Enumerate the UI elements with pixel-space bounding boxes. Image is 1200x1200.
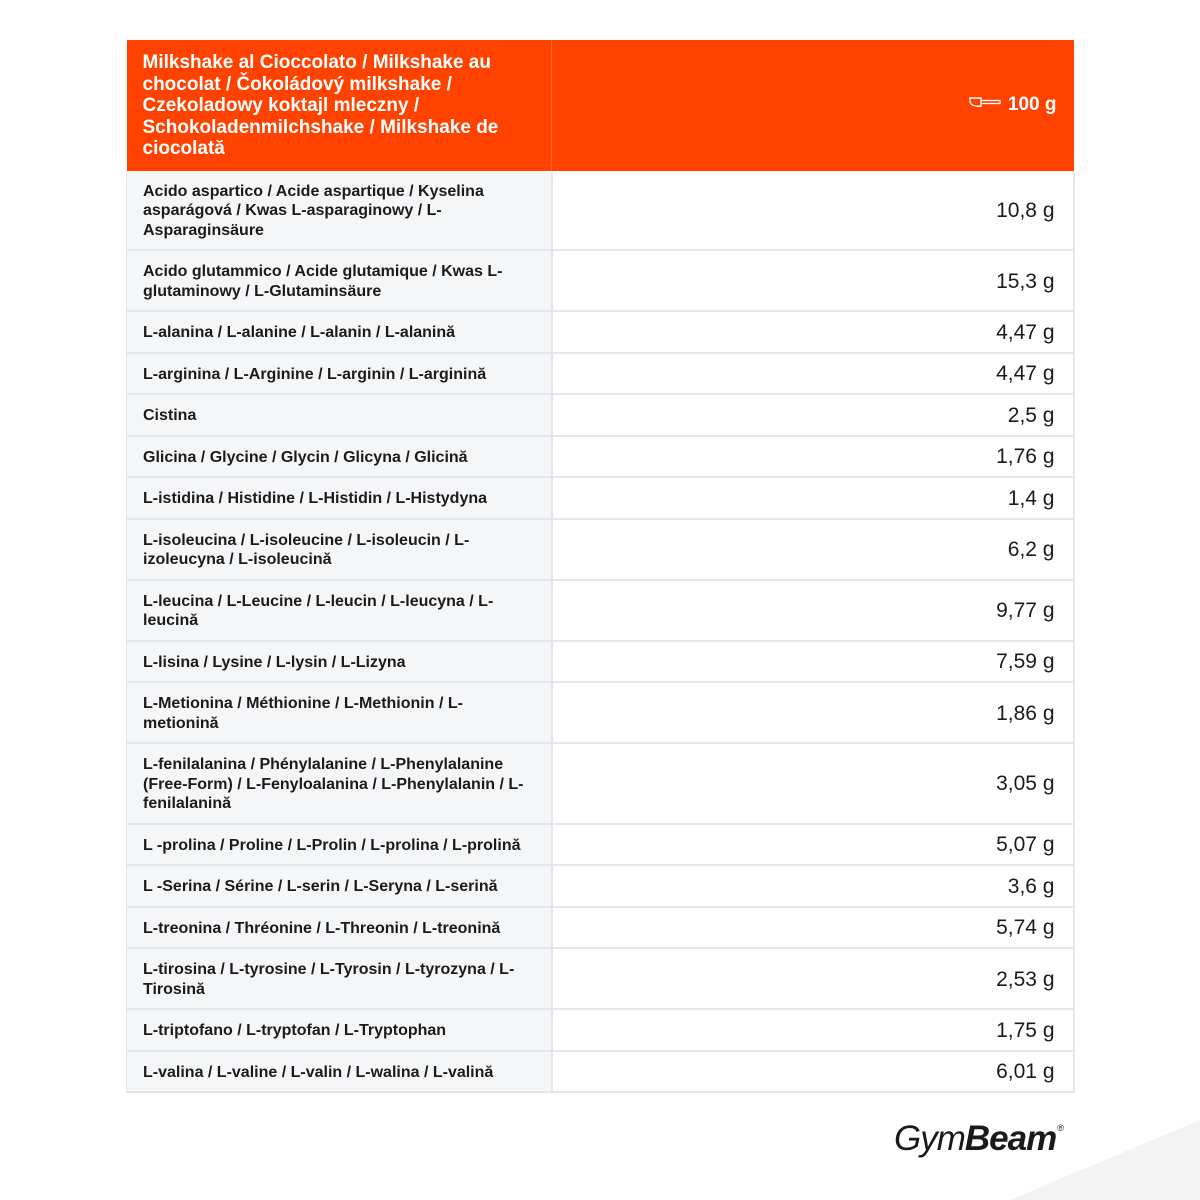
table-row [127, 948, 1074, 1009]
amino-acid-amount: 2,5 g [552, 394, 1074, 436]
amino-acid-name: L-Metionina / Méthionine / L-Methionin / L-metionină [127, 682, 552, 743]
amino-acid-amount: 9,77 g [552, 580, 1074, 641]
amino-acid-amount: 4,47 g [552, 311, 1074, 353]
amino-acid-name: Acido glutammico / Acide glutamique / Kwas L-glutaminowy / L-Glutaminsäure [127, 250, 552, 311]
amino-acid-name: Glicina / Glycine / Glycin / Glicyna / Glicină [127, 436, 552, 478]
amino-acid-name: L-valina / L-valine / L-valin / L-walina / L-valină [127, 1051, 552, 1093]
scoop-icon [969, 93, 1001, 115]
table-row [127, 1009, 1074, 1051]
logo-text-bold: Beam [964, 1119, 1057, 1158]
amino-acid-name: L-tirosina / L-tyrosine / L-Tyrosin / L-tyrozyna / L-Tirosină [127, 948, 552, 1009]
amino-acid-amount: 1,75 g [552, 1009, 1074, 1051]
product-name-header: Milkshake al Cioccolato / Milkshake au chocolat / Čokoládový milkshake / Czekoladowy koktajl mleczny / Schokoladenmilchshake / Milkshake de ciocolată [127, 40, 552, 171]
table-row [127, 682, 1074, 743]
amino-acid-name: L -Serina / Sérine / L-serin / L-Seryna / L-serină [127, 865, 552, 907]
amino-acid-table [126, 40, 1075, 1093]
registered-mark: ® [1057, 1123, 1064, 1133]
amino-acid-name: L -prolina / Proline / L-Prolin / L-prolina / L-prolină [127, 824, 552, 866]
amino-acid-amount: 1,86 g [552, 682, 1074, 743]
amino-acid-name: L-lisina / Lysine / L-lysin / L-Lizyna [127, 641, 552, 683]
amino-acid-amount: 7,59 g [552, 641, 1074, 683]
amino-acid-amount: 4,47 g [552, 353, 1074, 395]
logo-text-light: Gym [894, 1119, 965, 1158]
table-row [127, 824, 1074, 866]
table-header-row [127, 40, 1074, 171]
table-row [127, 580, 1074, 641]
amino-acid-name: L-fenilalanina / Phénylalanine / L-Phenylalanine (Free-Form) / L-Fenyloalanina / L-Phenylalanin / L-fenilalanină [127, 743, 552, 824]
table-row [127, 641, 1074, 683]
serving-size-value: 100 g [1007, 94, 1057, 116]
amino-acid-name: L-alanina / L-alanine / L-alanin / L-alanină [127, 311, 552, 353]
amino-acid-name: Acido aspartico / Acide aspartique / Kyselina asparágová / Kwas L-asparaginowy / L-Asparaginsäure [127, 171, 552, 251]
table-row [127, 477, 1074, 519]
table-row [127, 394, 1074, 436]
amino-acid-name: L-leucina / L-Leucine / L-leucin / L-leucyna / L-leucină [127, 580, 552, 641]
amino-acid-name: L-istidina / Histidine / L-Histidin / L-Histydyna [127, 477, 552, 519]
amino-acid-amount: 10,8 g [552, 171, 1074, 251]
table-row [127, 1051, 1074, 1093]
amino-acid-amount: 3,05 g [552, 743, 1074, 824]
gymbeam-logo [894, 1119, 1064, 1159]
amino-acid-amount: 1,76 g [552, 436, 1074, 478]
amino-acid-name: L-arginina / L-Arginine / L-arginin / L-arginină [127, 353, 552, 395]
table-row [127, 250, 1074, 311]
table-row [127, 519, 1074, 580]
table-row [127, 353, 1074, 395]
table-row [127, 865, 1074, 907]
table-row [127, 436, 1074, 478]
amino-acid-amount: 5,07 g [552, 824, 1074, 866]
amino-acid-amount: 15,3 g [552, 250, 1074, 311]
amino-acid-name: L-isoleucina / L-isoleucine / L-isoleucin / L-izoleucyna / L-isoleucină [127, 519, 552, 580]
amino-acid-amount: 2,53 g [552, 948, 1074, 1009]
table-row [127, 743, 1074, 824]
table-row [127, 311, 1074, 353]
amino-acid-name: L-triptofano / L-tryptofan / L-Tryptophan [127, 1009, 552, 1051]
amino-acid-amount: 6,2 g [552, 519, 1074, 580]
amino-acid-amount: 5,74 g [552, 907, 1074, 949]
serving-size-header [552, 40, 1074, 171]
amino-acid-amount: 1,4 g [552, 477, 1074, 519]
table-row [127, 907, 1074, 949]
amino-acid-amount: 6,01 g [552, 1051, 1074, 1093]
amino-acid-amount: 3,6 g [552, 865, 1074, 907]
amino-acid-name: Cistina [127, 394, 552, 436]
amino-acid-name: L-treonina / Thréonine / L-Threonin / L-treonină [127, 907, 552, 949]
table-row [127, 171, 1074, 251]
